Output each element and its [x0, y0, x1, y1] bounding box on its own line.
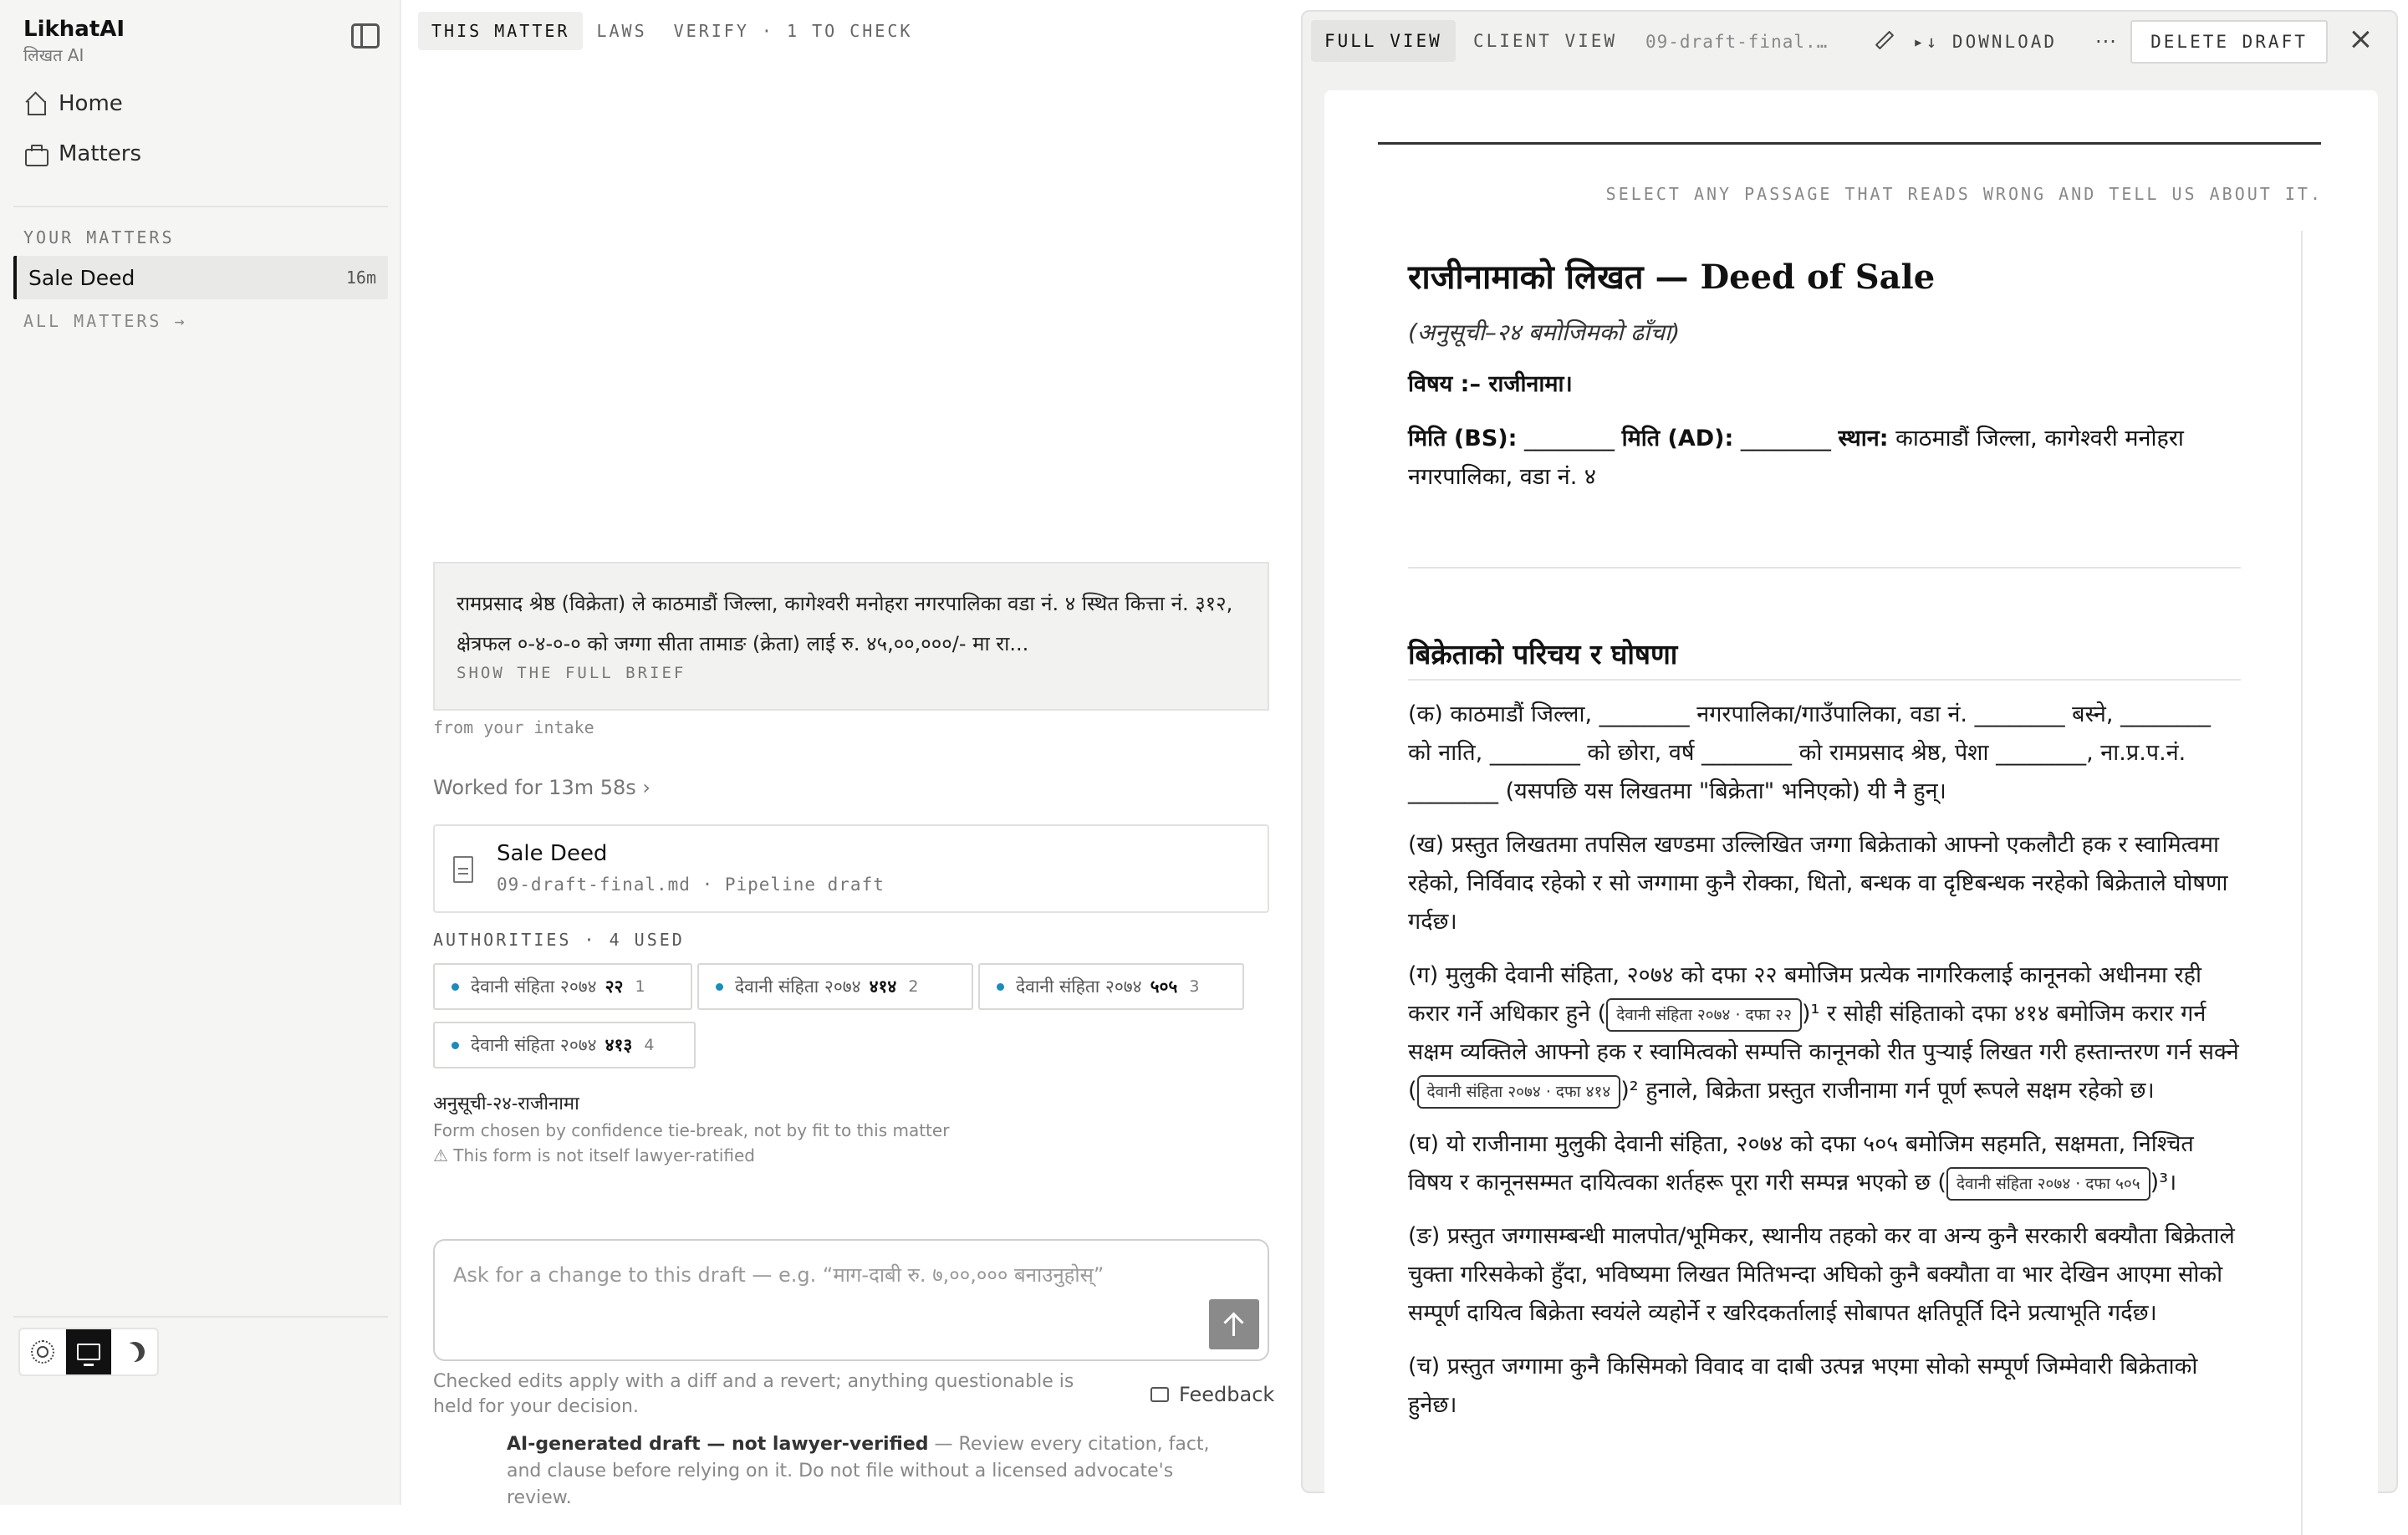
show-full-brief-button[interactable]: SHOW THE FULL BRIEF	[457, 664, 686, 682]
citation-chip[interactable]: देवानी संहिता २०७४ · दफा ४१४	[1417, 1075, 1621, 1109]
bullet-icon	[452, 983, 459, 991]
para-nga: (ङ) प्रस्तुत जग्गासम्बन्धी मालपोत/भूमिकर, स्थानीय तहको कर वा अन्य कुनै सरकारी बक्यौता बिक्रेताले चुक्ता गरिसकेको हुँदा, भविष्यमा लिखत मितिभन्दा अघिको कुनै बक्यौता वा भार देखिन आएमा सोको सम्पूर्ण दायित्व बिक्रेता स्वयंले व्यहोर्ने र खरिदकर्तालाई सोबापत क्षतिपूर्ति दिने प्रत्याभूति गर्दछ।	[1408, 1223, 2235, 1326]
draft-card-title: Sale Deed	[497, 841, 608, 866]
date-bs-label: मिति (BS):	[1408, 426, 1518, 451]
briefcase-icon	[23, 142, 47, 166]
authority-chip[interactable]	[978, 963, 1244, 1010]
home-icon	[23, 92, 47, 115]
para-ga-text-1: (ग) मुलुकी देवानी संहिता, २०७४ को दफा २२ बमोजिम प्रत्येक नागरिकलाई कानूनको अधीनमा रही करार गर्ने अधिकार हुने (	[1408, 962, 2201, 1027]
para-ga-text-2: )¹ र सोही संहिताको दफा ४१४ बमोजिम करार गर्न सक्षम व्यक्तिले आफ्नो हक र स्वामित्वको सम्पत्ति कानूनको रीत पुऱ्याई लिखत गरी हस्तान्तरण गर्न सक्ने (	[1408, 1001, 2239, 1104]
chip-number: 3	[1189, 977, 1200, 996]
para-ka: (क) काठमाडौं जिल्ला, ________ नगरपालिका/गाउँपालिका, वडा नं. ________ बस्ने, ________ को नाति, ________ को छोरा, वर्ष ________ को रामप्रसाद श्रेष्ठ, पेशा ________, ना.प्र.प.नं. ________ (यसपछि यस लिखतमा "बिक्रेता" भनिएको) यी नै हुन्।	[1408, 701, 2212, 804]
bullet-icon	[997, 983, 1004, 991]
sidebar-toggle-icon[interactable]	[351, 23, 380, 48]
sidebar	[0, 0, 401, 1505]
sun-icon	[37, 1346, 48, 1358]
doc-title: राजीनामाको लिखत — Deed of Sale	[1408, 258, 1936, 297]
draft-filename: 09-draft-final.…	[1645, 32, 1829, 52]
intake-caption: from your intake	[433, 717, 594, 737]
section-heading: बिक्रेताको परिचय र घोषणा	[1408, 635, 2241, 681]
date-bs-value: ________	[1517, 426, 1622, 451]
tab-client-view[interactable]: CLIENT VIEW	[1473, 31, 1618, 51]
doc-date-line	[1408, 420, 2241, 497]
place-value: काठमाडौं जिल्ला, कागेश्वरी मनोहरा नगरपालिका, वडा नं. ४	[1408, 426, 2184, 490]
brand[interactable]	[23, 15, 125, 67]
chip-number: 4	[644, 1036, 655, 1054]
matter-age: 16m	[345, 268, 376, 288]
authority-chip[interactable]	[433, 1022, 696, 1068]
feedback-button[interactable]	[1150, 1383, 1274, 1406]
date-ad-value: ________	[1733, 426, 1839, 451]
draft-viewer	[1301, 10, 2398, 1493]
app-name: LikhatAI	[23, 17, 125, 42]
para-ga	[1408, 956, 2241, 1110]
close-icon[interactable]	[2348, 27, 2373, 52]
more-icon[interactable]: ···	[2095, 30, 2117, 54]
pencil-icon[interactable]	[1875, 31, 1895, 50]
authority-chip[interactable]	[433, 963, 692, 1010]
document-icon	[453, 856, 473, 883]
doc-subject: विषय :– राजीनामा।	[1408, 371, 1573, 397]
draft-card-subtitle: 09-draft-final.md · Pipeline draft	[497, 875, 885, 895]
edits-note: Checked edits apply with a diff and a revert; anything questionable is held for your decision.	[433, 1371, 1074, 1417]
app-name-local: लिखत AI	[23, 45, 84, 65]
authorities-label: AUTHORITIES · 4 USED	[433, 930, 685, 950]
citation-chip[interactable]: देवानी संहिता २०७४ · दफा ५०५	[1946, 1167, 2150, 1201]
form-warning: ⚠ This form is not itself lawyer-ratified	[433, 1145, 755, 1165]
chip-section: ४१३	[605, 1035, 633, 1055]
draft-document[interactable]	[1408, 254, 2241, 1418]
chip-code: देवानी संहिता २०७४	[1016, 977, 1142, 997]
matter-name: Sale Deed	[28, 265, 135, 290]
chip-section: २२	[605, 977, 624, 997]
authority-chip[interactable]	[697, 963, 973, 1010]
para-gha-text-1: (घ) यो राजीनामा मुलुकी देवानी संहिता, २०७४ को दफा ५०५ बमोजिम सहमति, सक्षमता, निश्चित विषय र कानूनसम्मत दायित्वका शर्तहरू पूरा गरी सम्पन्न भएको छ (	[1408, 1131, 2194, 1196]
doc-divider	[1408, 567, 2241, 569]
sidebar-divider	[13, 206, 388, 207]
monitor-icon	[77, 1344, 100, 1360]
brief-text: रामप्रसाद श्रेष्ठ (विक्रेता) ले काठमाडौं जिल्ला, कागेश्वरी मनोहरा नगरपालिका वडा नं. ४ स्थित कित्ता नं. ३१२, क्षेत्रफल ०-४-०-० को जग्गा सीता तामाङ (क्रेता) लाई रु. ४५,००,०००/- मा रा...	[457, 592, 1233, 655]
chip-section: ४१४	[869, 977, 897, 997]
sidebar-item-home[interactable]	[23, 87, 123, 120]
tab-full-view[interactable]: FULL VIEW	[1311, 20, 1456, 62]
matter-panel	[403, 0, 1289, 1508]
viewer-toolbar	[1303, 12, 2396, 70]
theme-switch	[18, 1328, 159, 1376]
form-name: अनुसूची-२४-राजीनामा	[433, 1094, 579, 1114]
sidebar-item-sale-deed[interactable]	[13, 256, 388, 299]
matter-tabs	[418, 12, 926, 50]
moon-icon	[120, 1339, 148, 1366]
paper-top-rule	[1378, 142, 2321, 145]
chip-code: देवानी संहिता २०७४	[735, 977, 861, 997]
citation-chip[interactable]: देवानी संहिता २०७४ · दफा २२	[1606, 998, 1802, 1032]
disclaimer-bold: AI-generated draft — not lawyer-verified	[507, 1434, 929, 1455]
bullet-icon	[716, 983, 723, 991]
delete-draft-button[interactable]: DELETE DRAFT	[2130, 20, 2328, 64]
brief-box	[433, 562, 1269, 711]
your-matters-label: YOUR MATTERS	[23, 227, 175, 247]
feedback-hint: SELECT ANY PASSAGE THAT READS WRONG AND TELL US ABOUT IT.	[1605, 184, 2323, 204]
margin-line	[2301, 231, 2303, 1535]
send-button[interactable]	[1209, 1299, 1259, 1349]
place-label: स्थान:	[1838, 426, 1889, 451]
sidebar-item-label: Home	[59, 91, 123, 116]
chat-icon	[1150, 1387, 1169, 1402]
ask-change-input[interactable]	[433, 1239, 1269, 1361]
disclaimer-text: — Review every citation, fact, and clause before relying on it. Do not file without a licensed advocate's review.	[507, 1434, 1210, 1508]
tab-laws[interactable]: LAWS	[596, 21, 647, 41]
para-cut: (च) प्रस्तुत जग्गामा कुनै किसिमको विवाद वा दाबी उत्पन्न भएमा सोको सम्पूर्ण जिम्मेवारी बिक्रेताको हुनेछ।	[1408, 1354, 2198, 1418]
feedback-label: Feedback	[1179, 1383, 1275, 1406]
tab-this-matter[interactable]: THIS MATTER	[418, 12, 583, 50]
form-note: Form chosen by confidence tie-break, not by fit to this matter	[433, 1120, 950, 1140]
sidebar-item-label: Matters	[59, 141, 141, 166]
para-kha: (ख) प्रस्तुत लिखतमा तपसिल खण्डमा उल्लिखित जग्गा बिक्रेताको आफ्नो एकलौटी हक र स्वामित्वमा रहेको, निर्विवाद रहेको र सो जग्गामा कुनै रोक्का, धितो, बन्धक वा दृष्टिबन्धक नरहेको बिक्रेताले घोषणा गर्दछ।	[1408, 832, 2228, 935]
chip-number: 1	[635, 977, 645, 996]
para-ga-text-3: )² हुनाले, बिक्रेता प्रस्तुत राजीनामा गर्न पूर्ण रूपले सक्षम रहेको छ।	[1620, 1078, 2155, 1104]
ask-placeholder: Ask for a change to this draft — e.g. “माग-दाबी रु. ७,००,००० बनाउनुहोस्”	[453, 1263, 1105, 1287]
date-ad-label: मिति (AD):	[1621, 426, 1734, 451]
theme-system-button[interactable]	[66, 1329, 112, 1374]
draft-paper	[1324, 90, 2378, 1512]
para-gha	[1408, 1125, 2241, 1202]
download-button[interactable]: ▸↓ DOWNLOAD	[1913, 32, 2058, 52]
theme-light-button[interactable]	[20, 1329, 66, 1374]
ai-disclaimer	[507, 1431, 1226, 1512]
sidebar-bottom-divider	[13, 1316, 388, 1318]
chip-code: देवानी संहिता २०७४	[471, 977, 597, 997]
tab-verify[interactable]: VERIFY · 1 TO CHECK	[673, 21, 913, 41]
draft-card[interactable]	[433, 824, 1269, 913]
chip-code: देवानी संहिता २०७४	[471, 1035, 597, 1055]
para-gha-text-2: )³।	[2150, 1170, 2177, 1196]
worked-for-toggle[interactable]: Worked for 13m 58s ›	[433, 776, 650, 799]
bullet-icon	[452, 1042, 459, 1049]
theme-dark-button[interactable]	[111, 1329, 157, 1374]
chip-section: ५०५	[1150, 977, 1178, 997]
doc-subtitle: (अनुसूची–२४ बमोजिमको ढाँचा)	[1408, 319, 1681, 346]
chip-number: 2	[908, 977, 919, 996]
all-matters-link[interactable]: ALL MATTERS →	[23, 311, 187, 331]
sidebar-item-matters[interactable]	[23, 137, 141, 171]
